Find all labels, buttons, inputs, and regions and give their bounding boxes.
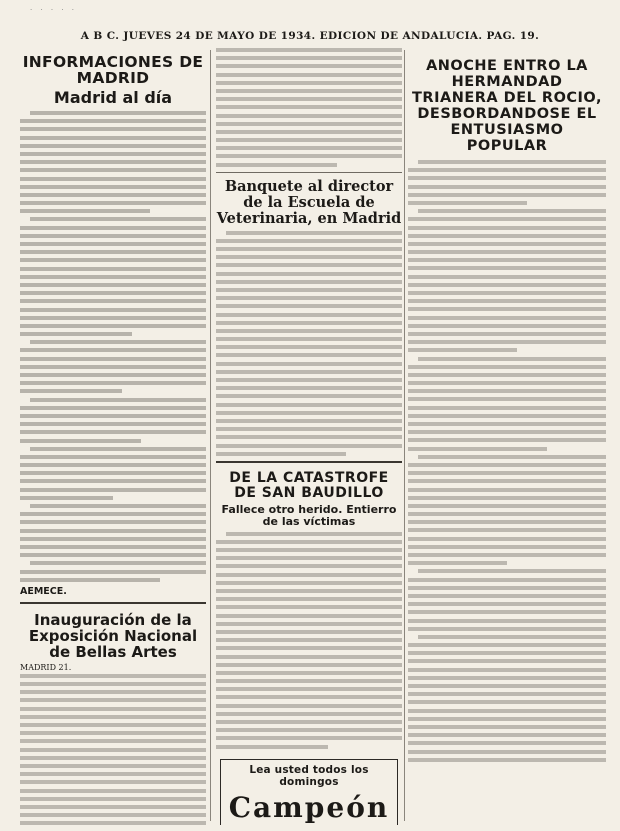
ad-brand: Campeón [228,790,390,824]
article-body-exposicion [20,674,206,825]
running-head: A B C. JUEVES 24 DE MAYO DE 1934. EDICION DE ANDALUCIA. PAG. 19. [80,30,540,42]
article-body-madrid [20,111,206,582]
divider [216,461,402,463]
article-title-catastrofe: DE LA CATASTROFE DE SAN BAUDILLO [229,469,389,501]
article-subtitle-catastrofe: Fallece otro herido. Entierro de las víctimas [221,502,397,528]
divider [216,172,402,173]
article-title-exposicion: Inauguración de la Exposición Nacional de Bellas Artes [28,610,198,661]
ad-tagline: Lea usted todos los domingos [249,763,369,788]
divider [20,602,206,604]
article-body-catastrofe [216,532,402,749]
column-divider [210,50,211,821]
advertisement [220,759,398,825]
column-divider [404,50,405,821]
scan-mark: · · · · · [30,6,78,14]
article-title-rocio: ANOCHE ENTRO LA HERMANDAD TRIANERA DEL ROCIO, DESBORDANDOSE EL ENTUSIASMO POPULAR [412,58,602,154]
article-title-banquete: Banquete al director de la Escuela de Veterinaria, en Madrid [216,177,402,227]
column-right [408,48,606,825]
article-body-banquete [216,231,402,456]
article-body-continued [216,48,402,167]
article-body-rocio [408,160,606,762]
section-title: INFORMACIONES DE MADRID [22,53,204,87]
article-title-madrid: Madrid al día [53,88,173,107]
dateline: MADRID 21. [20,662,72,672]
article-signature: AEMECE. [20,585,67,597]
column-left [20,48,206,825]
column-middle [216,48,402,825]
